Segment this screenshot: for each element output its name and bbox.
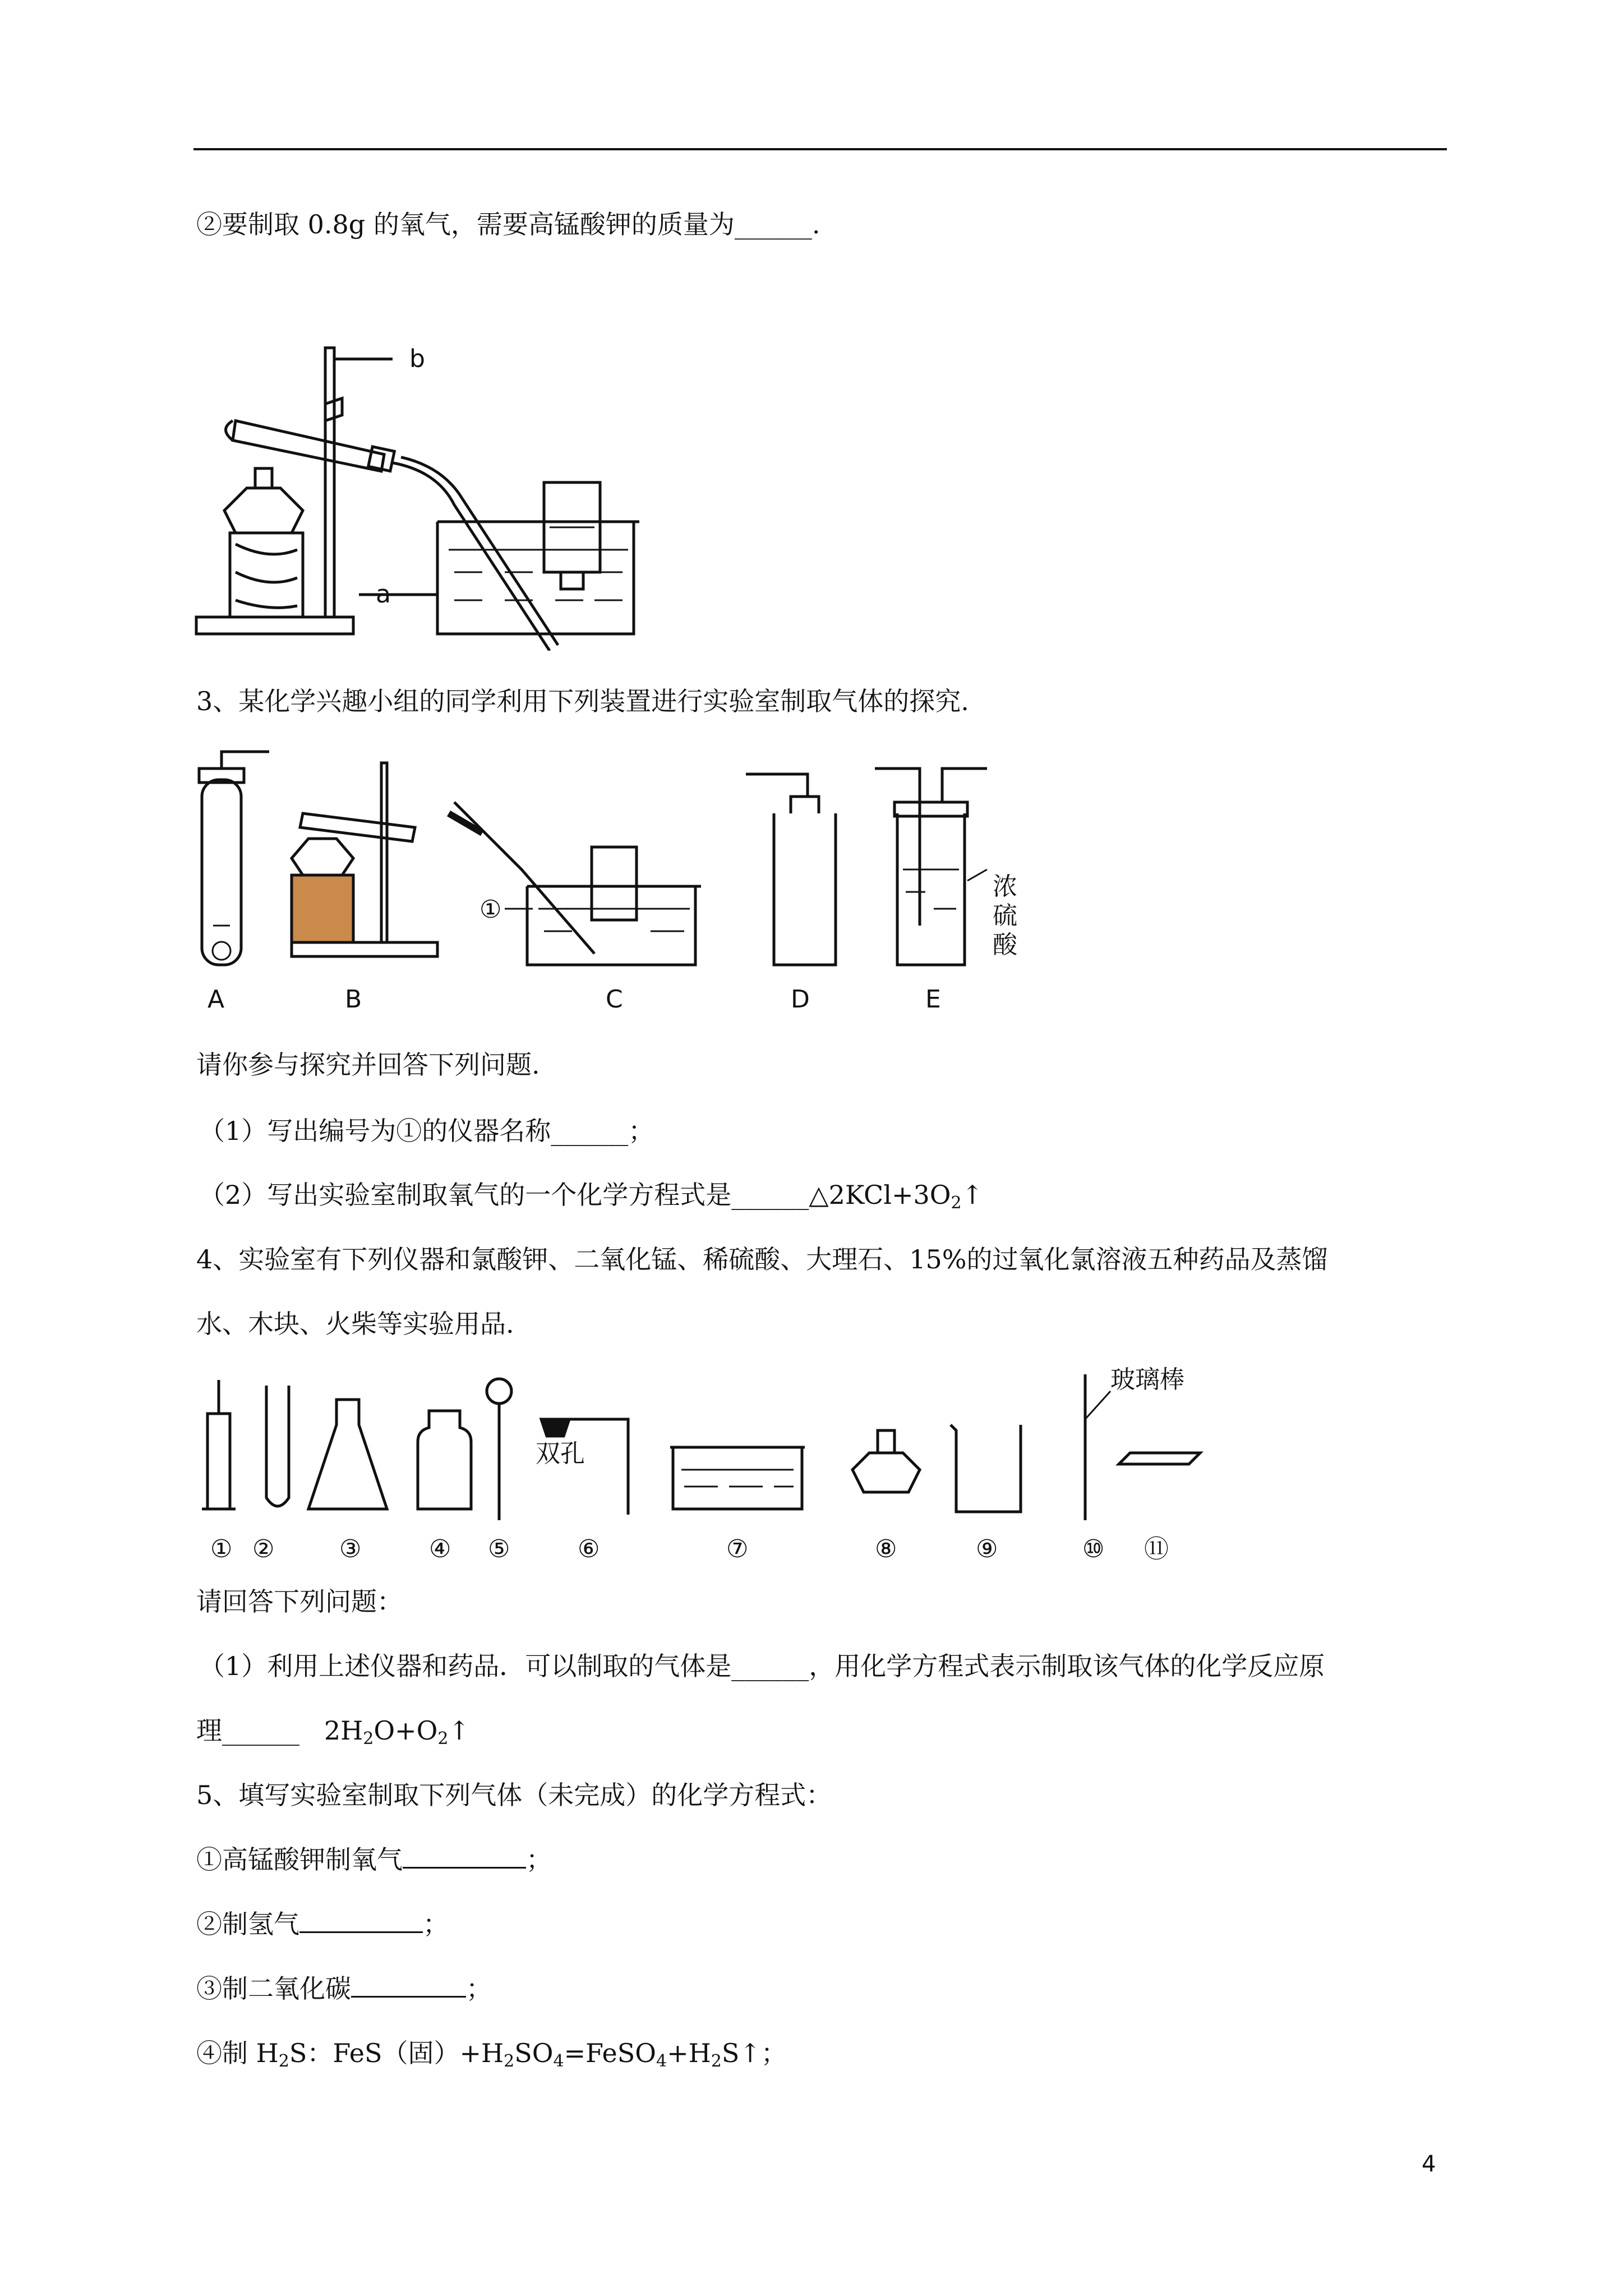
- figure-apparatus-a-e-drawing: [191, 740, 1088, 976]
- q3-sub1-line: （1）写出编号为①的仪器名称______；: [199, 1116, 654, 1146]
- text-glass-rod: 玻璃棒: [1110, 1365, 1184, 1394]
- text-double-hole: 双孔: [536, 1439, 585, 1468]
- reagent-label: [993, 872, 1017, 960]
- label-a: a: [376, 580, 391, 609]
- answer-blank-1[interactable]: [403, 1844, 526, 1869]
- page-number: 4: [1422, 2151, 1436, 2177]
- q4-intro-line-2: 水、木块、火柴等实验用品.: [196, 1309, 514, 1339]
- label-inst-10: ⑩: [1082, 1535, 1105, 1563]
- q5-intro-line: 5、填写实验室制取下列气体（未完成）的化学方程式：: [196, 1780, 832, 1810]
- figure-instruments-drawing: [191, 1358, 1256, 1526]
- label-inst-8: ⑧: [875, 1535, 897, 1563]
- label-A: A: [208, 985, 225, 1014]
- figure-instruments: [191, 1358, 1256, 1563]
- label-inst-11: ⑪: [1144, 1535, 1169, 1563]
- q4-sub1-line-1: （1）利用上述仪器和药品．可以制取的气体是______，用化学方程式表示制取该气体的化学反应原: [199, 1651, 1325, 1681]
- label-b: b: [409, 344, 425, 373]
- q4-intro-line-1: 4、实验室有下列仪器和氯酸钾、二氧化锰、稀硫酸、大理石、15%的过氧化氯溶液五种药品及蒸馏: [196, 1244, 1328, 1274]
- answer-blank-2[interactable]: [299, 1909, 423, 1933]
- q4-prompt-line: 请回答下列问题：: [196, 1586, 403, 1617]
- label-inst-1: ①: [210, 1535, 233, 1563]
- label-C: C: [606, 985, 623, 1014]
- figure-oxygen-apparatus: [191, 337, 695, 651]
- answer-blank-3[interactable]: [351, 1973, 466, 1998]
- q5-item-2: ②制氢气 ；: [196, 1909, 449, 1939]
- reagent-char-2: 硫: [993, 901, 1017, 930]
- q2-mass-line: ②要制取 0.8g 的氧气，需要高锰酸钾的质量为______.: [196, 209, 820, 240]
- q5-item-3: ③制二氧化碳 ；: [196, 1973, 492, 2004]
- figure-apparatus-a-e: [191, 740, 1088, 1014]
- reagent-char-1: 浓: [993, 872, 1017, 901]
- label-inst-3: ③: [339, 1535, 362, 1563]
- marker-circled-1: ①: [479, 895, 502, 924]
- label-D: D: [791, 985, 810, 1014]
- q5-item-4: ④制 $H_2S$：FeS（固）$+H_2SO_4=FeSO_4+H_2S↑$；: [196, 2038, 787, 2071]
- header-rule: [193, 148, 1447, 150]
- q3-prompt-line: 请你参与探究并回答下列问题.: [196, 1050, 540, 1080]
- label-inst-4: ④: [429, 1535, 451, 1563]
- q3-sub2-line: （2）写出实验室制取氧气的一个化学方程式是$\_\_\_\_\_\_\triangle 2KCl+3O_2↑$: [199, 1180, 984, 1213]
- label-B: B: [345, 985, 362, 1014]
- label-inst-2: ②: [252, 1535, 275, 1563]
- q3-intro-line: 3、某化学兴趣小组的同学利用下列装置进行实验室制取气体的探究.: [196, 686, 969, 716]
- q5-item-1: ①高锰酸钾制氧气 ；: [196, 1844, 552, 1875]
- label-inst-6: ⑥: [578, 1535, 600, 1563]
- q4-sub1-line-2: 理______ $2H_2O+O_2↑$: [196, 1715, 470, 1749]
- reagent-char-3: 酸: [993, 931, 1017, 959]
- label-inst-5: ⑤: [488, 1535, 510, 1563]
- label-inst-9: ⑨: [976, 1535, 998, 1563]
- figure-oxygen-apparatus-drawing: [191, 337, 695, 651]
- label-inst-7: ⑦: [726, 1535, 749, 1563]
- label-E: E: [925, 985, 941, 1014]
